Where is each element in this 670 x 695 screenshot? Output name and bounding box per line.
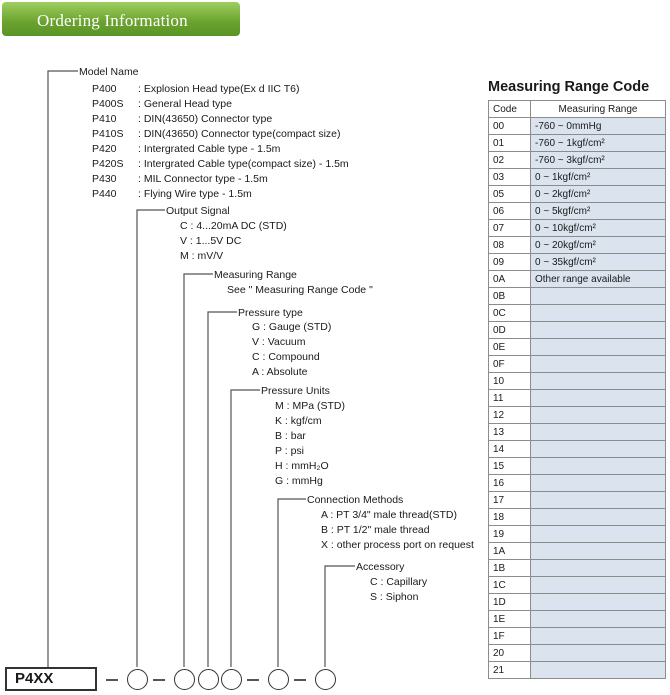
range-cell: 0 ~ 1kgf/cm² [531, 169, 666, 186]
table-row [489, 254, 666, 271]
code-cell: 0B [489, 288, 531, 305]
model-name-item [92, 187, 349, 202]
measuring-range-label: Measuring Range [214, 269, 297, 281]
code-cell: 15 [489, 458, 531, 475]
pressure-type-label: Pressure type [238, 307, 303, 319]
separator-dash [106, 679, 118, 681]
range-cell [531, 645, 666, 662]
code-cell: 0D [489, 322, 531, 339]
measuring-range-item: See " Measuring Range Code " [227, 284, 373, 296]
range-cell: 0 ~ 5kgf/cm² [531, 203, 666, 220]
table-row [489, 186, 666, 203]
table-row [489, 271, 666, 288]
model-code-text: P420S [92, 158, 124, 170]
model-code-text: P430 [92, 173, 117, 185]
model-code-text: P440 [92, 188, 117, 200]
model-code-text: P400 [92, 83, 117, 95]
range-cell: 0 ~ 35kgf/cm² [531, 254, 666, 271]
model-desc-text: : Flying Wire type - 1.5m [138, 188, 252, 200]
connection-method-item: X : other process port on request [321, 539, 474, 551]
model-code-text: P400S [92, 98, 124, 110]
code-cell: 10 [489, 373, 531, 390]
range-cell [531, 509, 666, 526]
pressure-unit-item: K : kgf/cm [275, 415, 322, 427]
model-desc-text: : MIL Connector type - 1.5m [138, 173, 268, 185]
measuring-range-code-title: Measuring Range Code [488, 79, 650, 95]
range-cell [531, 373, 666, 390]
code-slot-output-signal [127, 669, 148, 690]
code-cell: 1B [489, 560, 531, 577]
pressure-type-list [252, 320, 331, 380]
model-code-box [5, 667, 97, 691]
code-cell: 12 [489, 407, 531, 424]
accessory-label: Accessory [356, 561, 405, 573]
code-cell: 17 [489, 492, 531, 509]
range-cell [531, 577, 666, 594]
table-row [489, 220, 666, 237]
accessory-list [370, 575, 427, 605]
table-row [489, 441, 666, 458]
code-slot-pressure-type [221, 669, 242, 690]
code-cell: 21 [489, 662, 531, 679]
range-cell [531, 543, 666, 560]
connection-method-item: A : PT 3/4" male thread(STD) [321, 509, 458, 521]
table-row [489, 322, 666, 339]
table-header-row [489, 101, 666, 118]
table-row [489, 288, 666, 305]
model-desc-text: : DIN(43650) Connector type(compact size) [138, 128, 341, 140]
range-cell [531, 390, 666, 407]
model-code: P4XX [15, 670, 54, 687]
code-cell: 1C [489, 577, 531, 594]
code-cell: 1D [489, 594, 531, 611]
measuring-range-list [227, 283, 373, 298]
model-name-item [92, 97, 349, 112]
range-cell: 0 ~ 2kgf/cm² [531, 186, 666, 203]
connection-method-item: B : PT 1/2" male thread [321, 524, 430, 536]
code-cell: 07 [489, 220, 531, 237]
model-name-item [92, 172, 349, 187]
range-cell [531, 492, 666, 509]
range-cell [531, 288, 666, 305]
separator-dash [153, 679, 165, 681]
table-row [489, 118, 666, 135]
range-cell [531, 441, 666, 458]
range-cell [531, 424, 666, 441]
section-title: Ordering Information [37, 11, 188, 30]
code-cell: 02 [489, 152, 531, 169]
range-cell [531, 305, 666, 322]
model-desc-text: : DIN(43650) Connector type [138, 113, 273, 125]
model-code-text: P410 [92, 113, 117, 125]
model-name-label: Model Name [79, 66, 139, 78]
table-row [489, 662, 666, 679]
range-cell: -760 ~ 1kgf/cm² [531, 135, 666, 152]
code-cell: 03 [489, 169, 531, 186]
model-name-list [92, 82, 349, 202]
range-cell: 0 ~ 10kgf/cm² [531, 220, 666, 237]
pressure-unit-item: P : psi [275, 445, 304, 457]
table-row [489, 203, 666, 220]
table-row [489, 373, 666, 390]
range-cell [531, 662, 666, 679]
header-code: Code [489, 101, 531, 118]
table-row [489, 339, 666, 356]
code-slot-measuring-range-1 [174, 669, 195, 690]
range-cell [531, 560, 666, 577]
measuring-range-code-table [488, 100, 666, 679]
model-code-text: P410S [92, 128, 124, 140]
range-cell [531, 356, 666, 373]
model-name-item [92, 112, 349, 127]
connection-methods-list [321, 508, 474, 553]
range-cell [531, 526, 666, 543]
table-row [489, 135, 666, 152]
table-body [489, 118, 666, 679]
range-cell [531, 611, 666, 628]
code-slot-accessory [315, 669, 336, 690]
separator-dash [294, 679, 306, 681]
accessory-item: C : Capillary [370, 576, 428, 588]
pressure-unit-item: G : mmHg [275, 475, 323, 487]
code-cell: 18 [489, 509, 531, 526]
table-row [489, 560, 666, 577]
code-cell: 0E [489, 339, 531, 356]
range-cell: 0 ~ 20kgf/cm² [531, 237, 666, 254]
code-cell: 0F [489, 356, 531, 373]
connection-methods-label: Connection Methods [307, 494, 404, 506]
code-cell: 09 [489, 254, 531, 271]
code-cell: 19 [489, 526, 531, 543]
table-row [489, 645, 666, 662]
range-cell: Other range available [531, 271, 666, 288]
table-row [489, 628, 666, 645]
table-row [489, 577, 666, 594]
pressure-unit-item: M : MPa (STD) [275, 400, 345, 412]
table-row [489, 611, 666, 628]
pressure-units-list [275, 399, 345, 489]
pressure-type-item: C : Compound [252, 351, 320, 363]
code-cell: 06 [489, 203, 531, 220]
code-cell: 0A [489, 271, 531, 288]
code-cell: 00 [489, 118, 531, 135]
range-cell [531, 407, 666, 424]
table-row [489, 424, 666, 441]
table-row [489, 390, 666, 407]
model-desc-text: : General Head type [138, 98, 232, 110]
table-row [489, 305, 666, 322]
model-code-text: P420 [92, 143, 117, 155]
code-slot-measuring-range-2 [198, 669, 219, 690]
code-cell: 20 [489, 645, 531, 662]
table-row [489, 407, 666, 424]
code-cell: 05 [489, 186, 531, 203]
table-row [489, 356, 666, 373]
code-cell: 0C [489, 305, 531, 322]
pressure-type-item: A : Absolute [252, 366, 308, 378]
code-cell: 16 [489, 475, 531, 492]
code-cell: 01 [489, 135, 531, 152]
model-desc-text: : Intergrated Cable type - 1.5m [138, 143, 281, 155]
code-cell: 13 [489, 424, 531, 441]
table-row [489, 509, 666, 526]
range-cell: -760 ~ 3kgf/cm² [531, 152, 666, 169]
code-cell: 08 [489, 237, 531, 254]
table-row [489, 475, 666, 492]
pressure-unit-item: B : bar [275, 430, 306, 442]
separator-dash [247, 679, 259, 681]
output-signal-item: M : mV/V [180, 250, 224, 262]
range-cell [531, 339, 666, 356]
code-cell: 11 [489, 390, 531, 407]
code-cell: 1A [489, 543, 531, 560]
model-name-item [92, 127, 349, 142]
pressure-type-item: V : Vacuum [252, 336, 306, 348]
range-cell [531, 628, 666, 645]
model-desc-text: : Explosion Head type(Ex d IIC T6) [138, 83, 300, 95]
table-row [489, 526, 666, 543]
output-signal-list [180, 219, 287, 264]
range-cell: -760 ~ 0mmHg [531, 118, 666, 135]
range-cell [531, 594, 666, 611]
pressure-type-item: G : Gauge (STD) [252, 321, 332, 333]
model-desc-text: : Intergrated Cable type(compact size) - 1.5m [138, 158, 349, 170]
table-row [489, 169, 666, 186]
output-signal-label: Output Signal [166, 205, 230, 217]
table-row [489, 492, 666, 509]
code-cell: 1F [489, 628, 531, 645]
table-row [489, 237, 666, 254]
table-row [489, 594, 666, 611]
header-measuring-range: Measuring Range [531, 101, 666, 118]
model-name-item [92, 142, 349, 157]
range-cell [531, 322, 666, 339]
table-row [489, 458, 666, 475]
model-name-item [92, 82, 349, 97]
pressure-units-label: Pressure Units [261, 385, 330, 397]
range-cell [531, 458, 666, 475]
model-name-item [92, 157, 349, 172]
table-row [489, 543, 666, 560]
code-cell: 1E [489, 611, 531, 628]
table-row [489, 152, 666, 169]
accessory-item: S : Siphon [370, 591, 419, 603]
code-cell: 14 [489, 441, 531, 458]
range-cell [531, 475, 666, 492]
output-signal-item: V : 1...5V DC [180, 235, 242, 247]
output-signal-item: C : 4...20mA DC (STD) [180, 220, 287, 232]
pressure-unit-item: H : mmH₂O [275, 460, 329, 472]
code-slot-connection [268, 669, 289, 690]
